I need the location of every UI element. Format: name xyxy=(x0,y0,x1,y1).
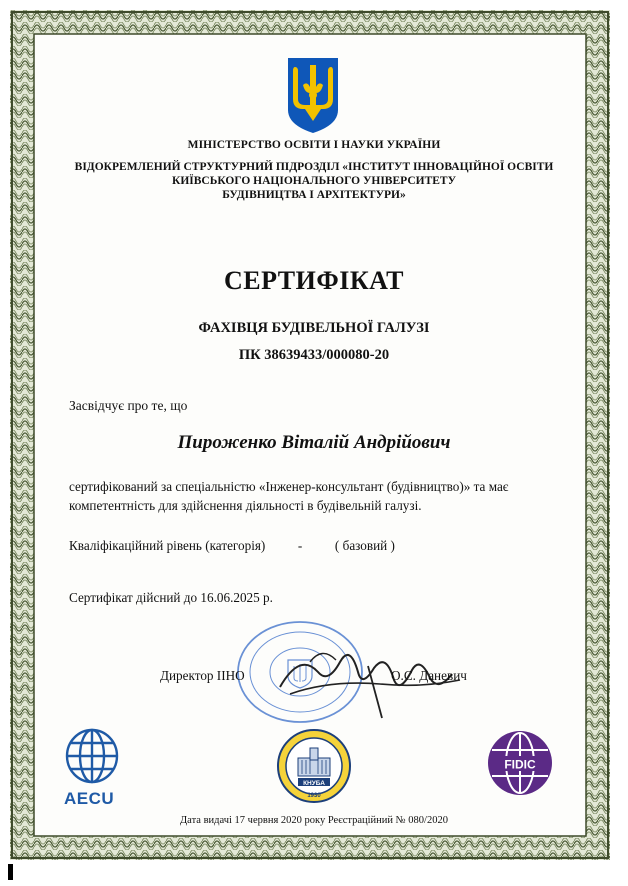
aecu-label: AECU xyxy=(64,789,115,808)
institute-line-1: ВІДОКРЕМЛЕНИЙ СТРУКТУРНИЙ ПІДРОЗДІЛ «ІНСТИТУТ ІННОВАЦІЙНОЇ ОСВІТИ xyxy=(74,161,554,173)
institute-line-2: КИЇВСЬКОГО НАЦІОНАЛЬНОГО УНІВЕРСИТЕТУ xyxy=(171,175,457,187)
fidic-logo xyxy=(485,728,555,798)
ministry-heading: МІНІСТЕРСТВО ОСВІТИ І НАУКИ УКРАЇНИ xyxy=(187,139,441,151)
coat-of-arms-icon xyxy=(285,55,341,135)
director-name: О.С. Даневич xyxy=(391,668,467,683)
director-label: Директор ІІНО xyxy=(160,668,245,683)
qualification-label: Кваліфікаційний рівень (категорія) xyxy=(69,538,266,553)
validity-text: Сертифікат дійсний до 16.06.2025 р. xyxy=(69,590,273,605)
issue-footer: Дата видачі 17 червня 2020 року Реєстраційний № 080/2020 xyxy=(180,815,448,826)
statement-line-1: сертифікований за спеціальністю «Інженер-консультант (будівництво)» та має xyxy=(69,479,509,494)
aecu-globe-icon xyxy=(64,727,120,785)
certificate-number: ПК 38639433/000080-20 xyxy=(238,347,390,363)
qualification-value: ( базовий ) xyxy=(334,538,395,553)
certifies-text: Засвідчує про те, що xyxy=(69,398,188,413)
certificate-title: СЕРТИФІКАТ xyxy=(223,266,405,295)
qualification-row xyxy=(69,538,395,554)
holder-name: Пироженко Віталій Андрійович xyxy=(177,432,451,453)
knuba-label: КНУБА xyxy=(303,780,325,787)
qualification-dash: - xyxy=(297,538,303,553)
scan-edge-mark xyxy=(8,864,13,880)
institute-line-3: БУДІВНИЦТВА І АРХІТЕКТУРИ» xyxy=(222,189,406,201)
knuba-year: 1930 xyxy=(307,793,321,799)
institute-heading xyxy=(60,160,568,202)
fidic-label: FIDIC xyxy=(504,757,536,772)
certificate-subtitle: ФАХІВЦЯ БУДІВЕЛЬНОЇ ГАЛУЗІ xyxy=(198,320,430,336)
knuba-logo xyxy=(276,728,352,804)
statement-line-2: компетентність для здійснення діяльності в будівельній галузі. xyxy=(69,498,422,513)
certification-statement xyxy=(69,477,569,515)
